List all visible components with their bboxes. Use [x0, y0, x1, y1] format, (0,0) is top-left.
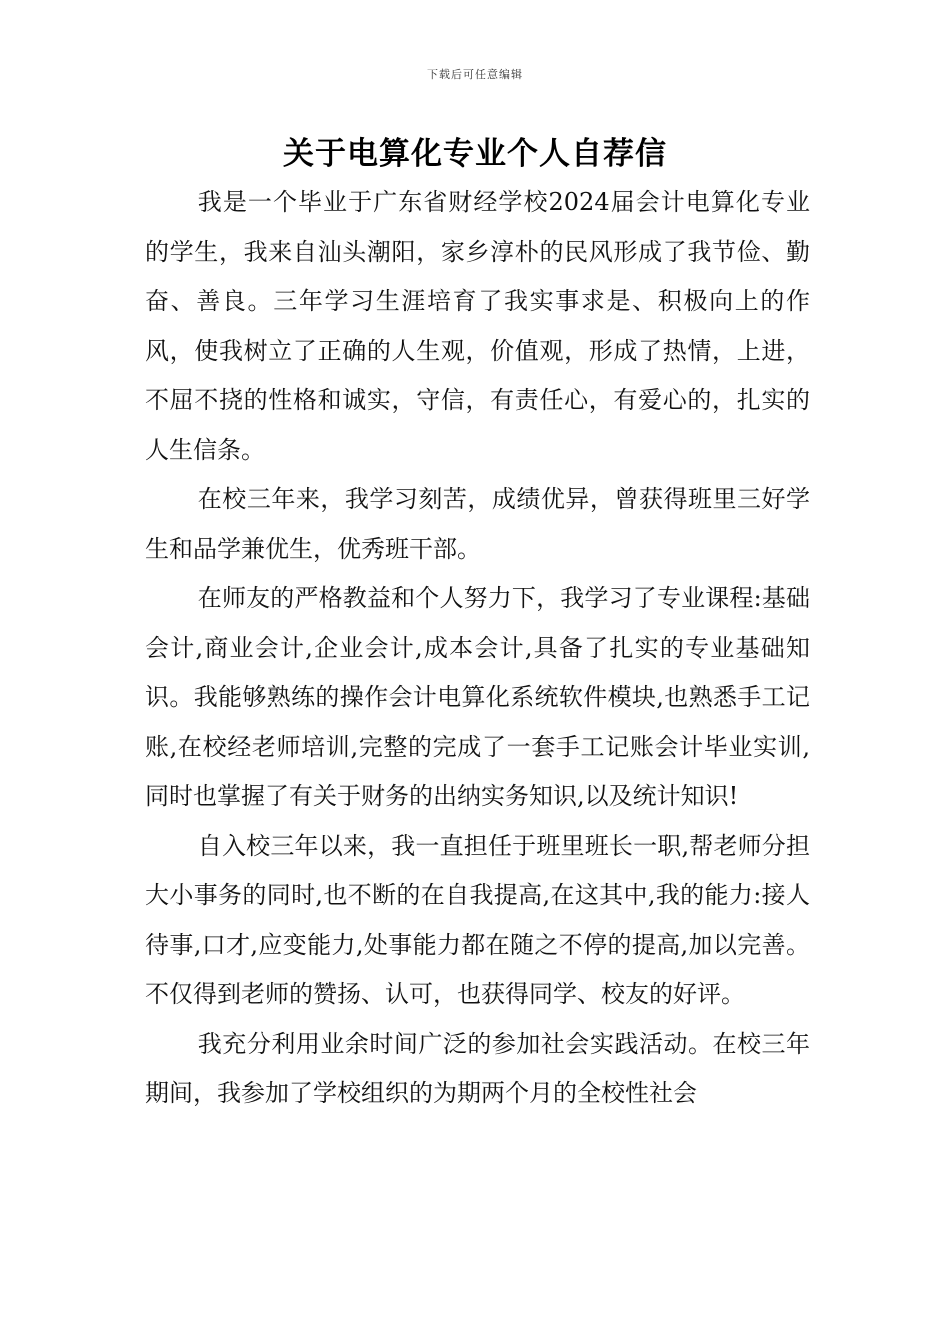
paragraph-practice: 我充分利用业余时间广泛的参加社会实践活动。在校三年期间，我参加了学校组织的为期两个月的全校性社会 — [145, 1029, 810, 1107]
header-note: 下载后可任意编辑 — [427, 68, 523, 81]
document-title: 关于电算化专业个人自荐信 — [283, 136, 667, 172]
paragraph-achievements: 在校三年来，我学习刻苦，成绩优异，曾获得班里三好学生和品学兼优生，优秀班干部。 — [145, 485, 810, 563]
letter-body — [145, 178, 810, 1119]
paragraph-introduction: 我是一个毕业于广东省财经学校2024届会计电算化专业的学生，我来自汕头潮阳，家乡淳朴的民风形成了我节俭、勤奋、善良。三年学习生涯培育了我实事求是、积极向上的作风，使我树立了正确的人生观，价值观，形成了热情，上进，不屈不挠的性格和诚实，守信，有责任心，有爱心的，扎实的人生信条。 — [145, 188, 810, 464]
paragraph-coursework: 在师友的严格教益和个人努力下，我学习了专业课程:基础会计,商业会计,企业会计,成本会计,具备了扎实的专业基础知识。我能够熟练的操作会计电算化系统软件模块,也熟悉手工记账,在校经老师培训,完整的完成了一套手工记账会计毕业实训,同时也掌握了有关于财务的出纳实务知识,以及统计知识! — [145, 584, 810, 810]
paragraph-leadership: 自入校三年以来，我一直担任于班里班长一职,帮老师分担大小事务的同时,也不断的在自我提高,在这其中,我的能力:接人待事,口才,应变能力,处事能力都在随之不停的提高,加以完善。不仅得到老师的赞扬、认可，也获得同学、校友的好评。 — [145, 831, 810, 1008]
